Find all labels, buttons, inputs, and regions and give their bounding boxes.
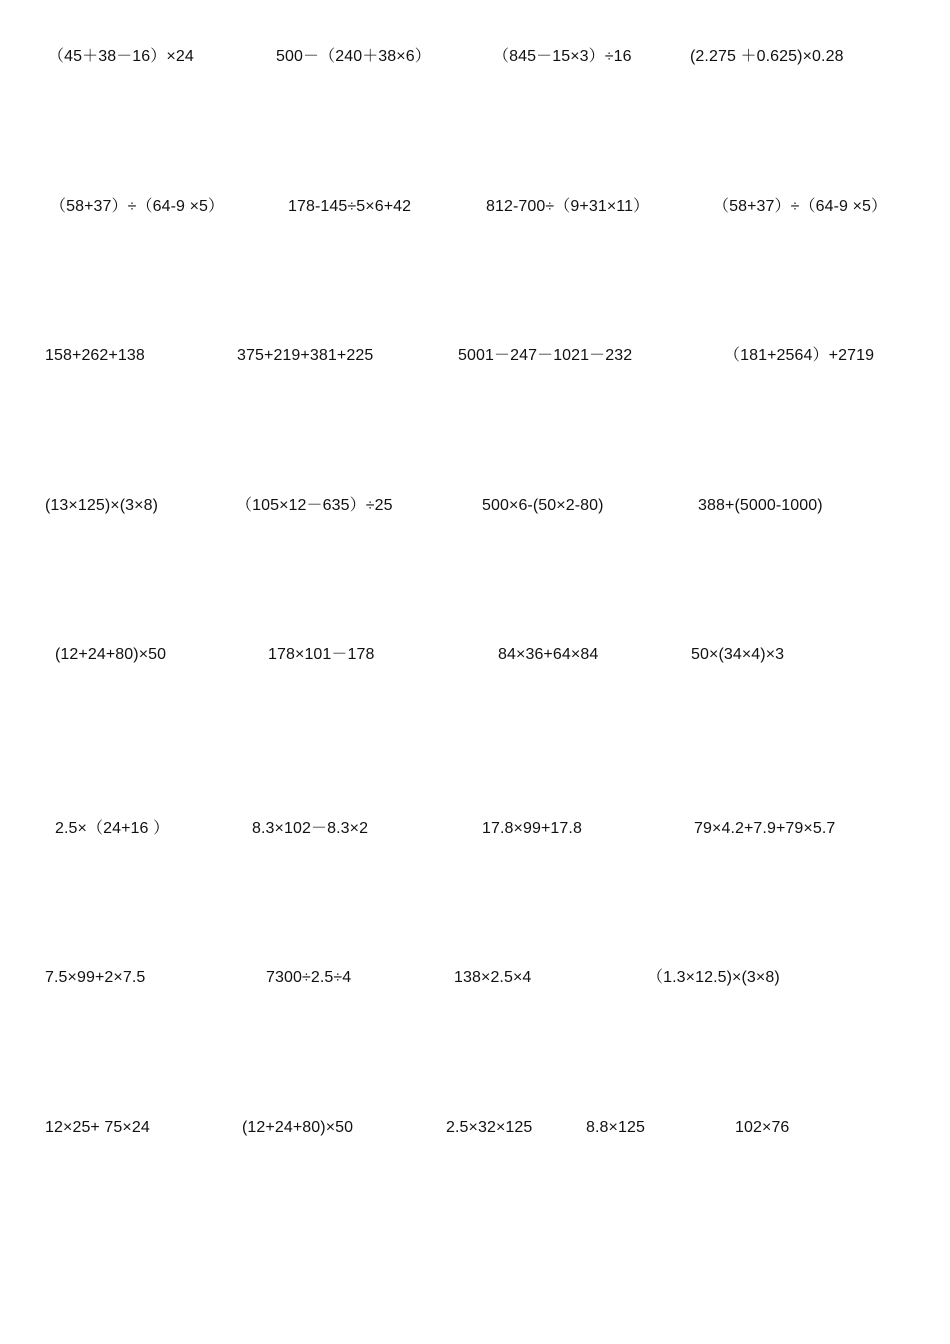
expression: 8.8×125	[586, 1119, 645, 1136]
expression: (2.275 ＋0.625)×0.28	[690, 48, 844, 65]
expression: 158+262+138	[45, 347, 145, 364]
expression: (12+24+80)×50	[55, 646, 167, 663]
expression: 2.5×（24+16 ）	[55, 820, 170, 837]
expression: 138×2.5×4	[454, 969, 532, 986]
expression: 500－（240＋38×6）	[276, 48, 431, 65]
expression: 388+(5000-1000)	[698, 497, 823, 514]
expression: （58+37）÷（64-9 ×5）	[50, 198, 225, 215]
expression: （1.3×12.5)×(3×8)	[647, 969, 780, 986]
expression: (13×125)×(3×8)	[45, 497, 159, 514]
expression: （105×12－635）÷25	[236, 497, 393, 514]
expression: 7.5×99+2×7.5	[45, 969, 146, 986]
expression: （181+2564）+2719	[724, 347, 875, 364]
expression: 375+219+381+225	[237, 347, 374, 364]
expression: 12×25+ 75×24	[45, 1119, 150, 1136]
expression: 5001－247－1021－232	[458, 347, 633, 364]
expression: (12+24+80)×50	[242, 1119, 354, 1136]
expression: （845－15×3）÷16	[493, 48, 632, 65]
expression: 17.8×99+17.8	[482, 820, 582, 837]
expression: （58+37）÷（64-9 ×5）	[713, 198, 888, 215]
expression: 102×76	[735, 1119, 790, 1136]
expression: 500×6-(50×2-80)	[482, 497, 604, 514]
expression: 84×36+64×84	[498, 646, 599, 663]
expression: 2.5×32×125	[446, 1119, 533, 1136]
expression: 812-700÷（9+31×11）	[486, 198, 650, 215]
expression: 178-145÷5×6+42	[288, 198, 412, 215]
expression: 178×101－178	[268, 646, 375, 663]
expression: 79×4.2+7.9+79×5.7	[694, 820, 836, 837]
expression: 8.3×102－8.3×2	[252, 820, 369, 837]
expression: 7300÷2.5÷4	[266, 969, 352, 986]
expression: （45＋38－16）×24	[48, 48, 194, 65]
expression: 50×(34×4)×3	[691, 646, 785, 663]
